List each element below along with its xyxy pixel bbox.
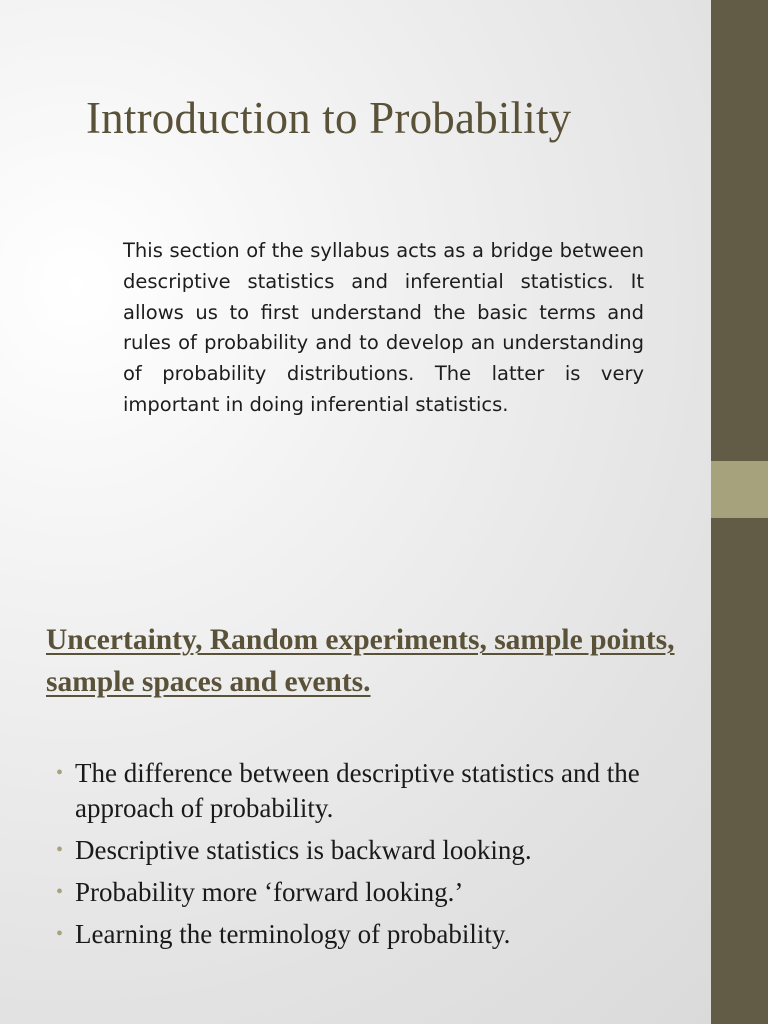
bullet-icon: •	[56, 881, 64, 903]
bullet-text: Learning the terminology of probability.	[75, 919, 511, 949]
slide-title: Introduction to Probability	[86, 93, 572, 143]
side-accent-block	[711, 461, 768, 518]
bullet-icon: •	[56, 839, 64, 861]
bullet-list	[52, 756, 672, 959]
bullet-text: Descriptive statistics is backward looking.	[75, 835, 532, 865]
bullet-item	[52, 917, 672, 952]
bullet-text: The difference between descriptive statistics and the approach of probability.	[75, 758, 640, 823]
section-heading: Uncertainty, Random experiments, sample points, sample spaces and events.	[46, 624, 675, 698]
bullet-icon: •	[56, 762, 64, 784]
bullet-item	[52, 833, 672, 868]
bullet-item	[52, 875, 672, 910]
bullet-text: Probability more ‘forward looking.’	[75, 877, 464, 907]
bullet-item	[52, 756, 672, 826]
bullet-icon: •	[56, 923, 64, 945]
intro-paragraph: This section of the syllabus acts as a bridge between descriptive statistics and inferential statistics. It allows us to first understand the basic terms and rules of probability and to develop an understanding of probability distributions. The latter is very important in doing inferential statistics.	[123, 239, 644, 416]
